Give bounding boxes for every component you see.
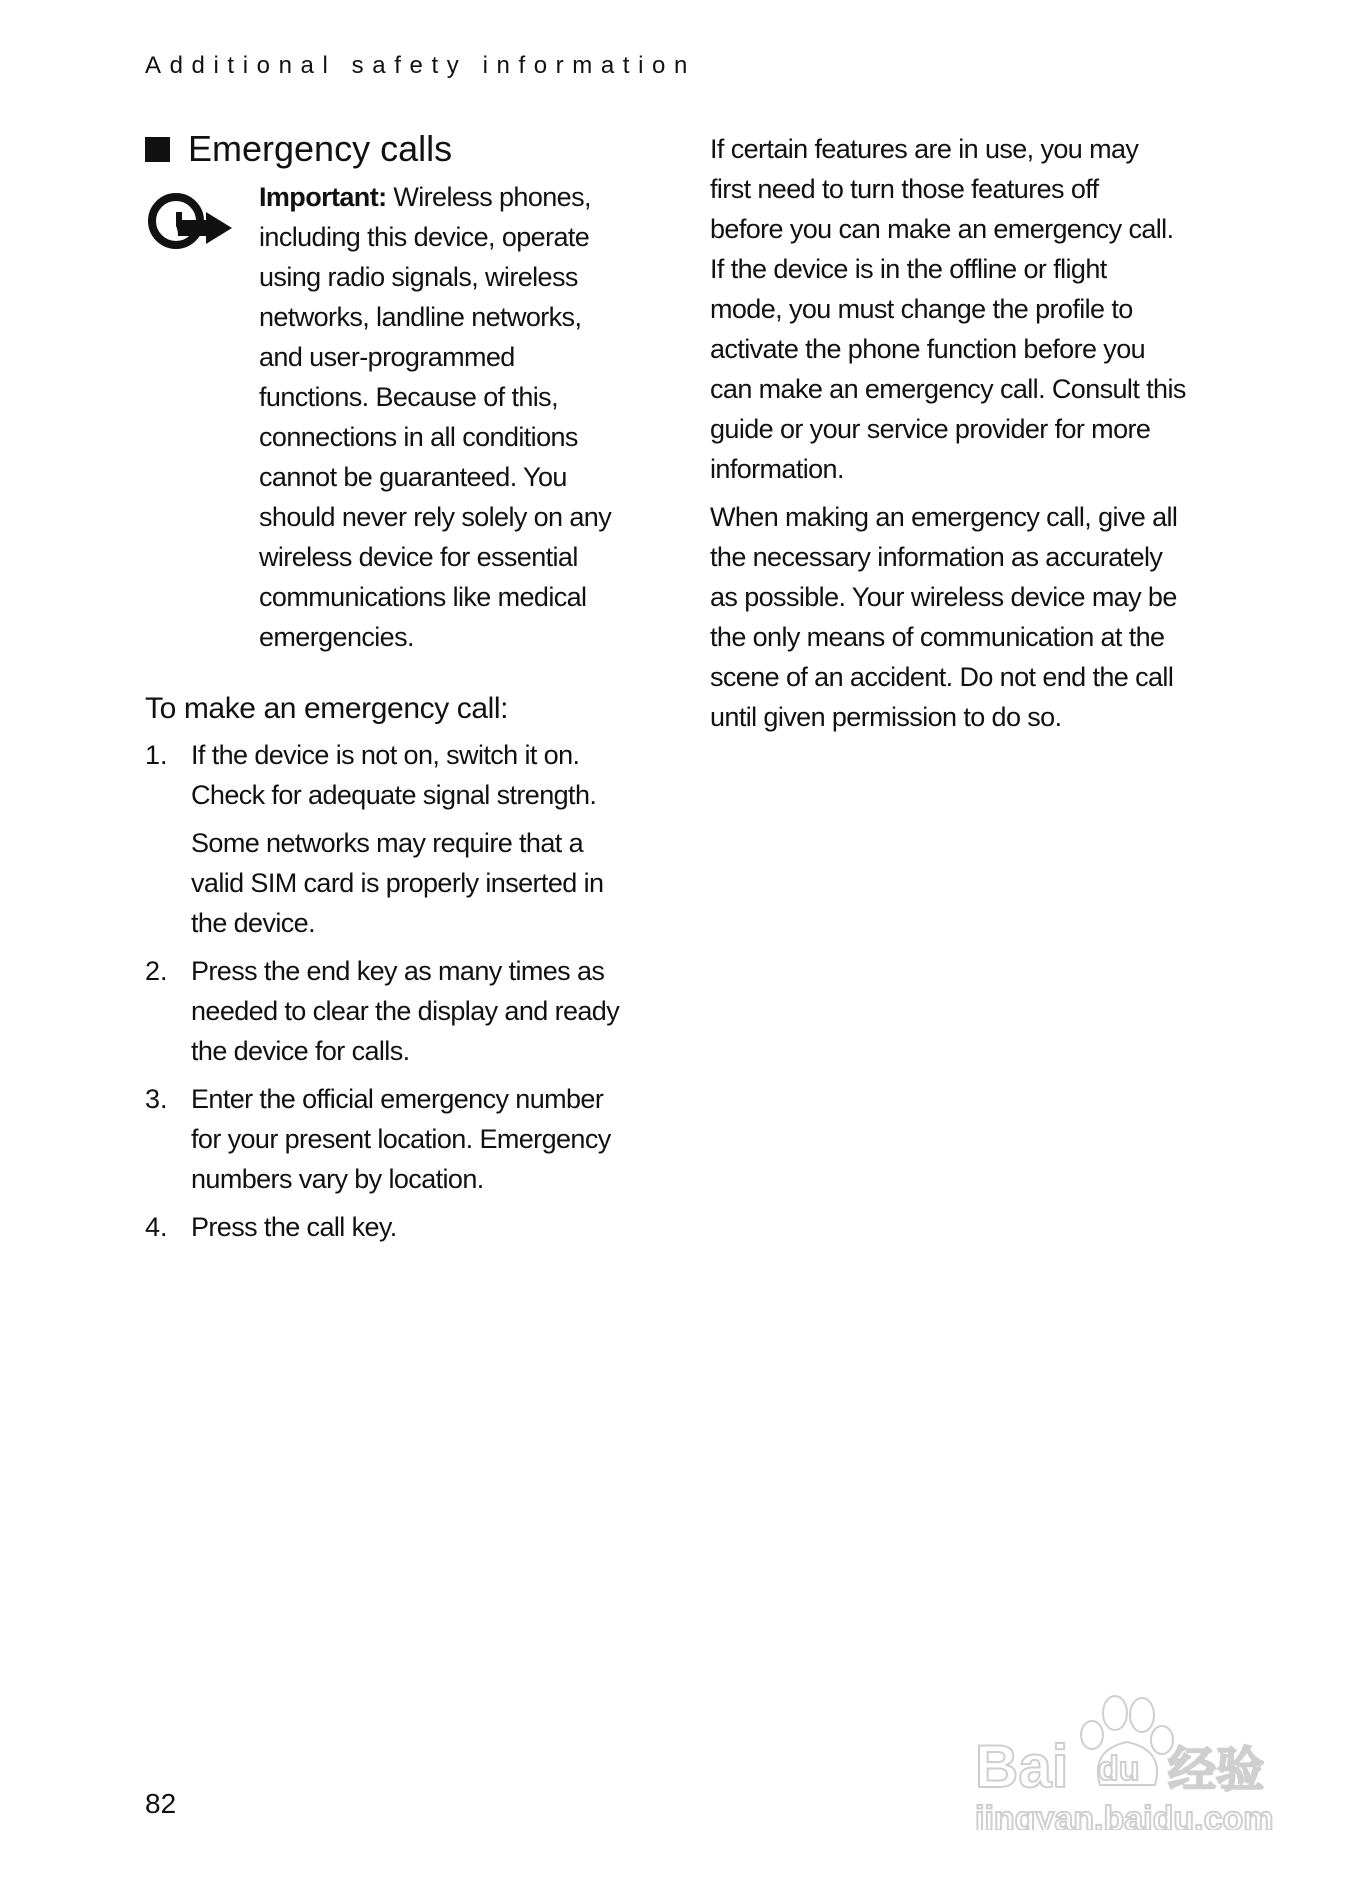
paragraph-line: activate the phone function before you	[710, 334, 1146, 364]
baidu-watermark	[970, 1680, 1290, 1835]
section-title	[145, 128, 452, 170]
paragraph-line: information.	[710, 454, 844, 484]
svg-text:经验: 经验	[1168, 1744, 1265, 1797]
paragraph-gap	[191, 815, 603, 823]
paragraph-line: If the device is in the offline or flight	[710, 254, 1107, 284]
step-line: Press the end key as many times as	[191, 956, 605, 986]
step-gap	[145, 1199, 619, 1207]
svg-text:Bai: Bai	[975, 1733, 1069, 1800]
paragraph-line: guide or your service provider for more	[710, 414, 1151, 444]
paragraph-line: mode, you must change the profile to	[710, 294, 1133, 324]
page-number: 82	[145, 1788, 177, 1819]
paragraph-line: until given permission to do so.	[710, 702, 1062, 732]
step-body	[191, 735, 603, 943]
important-line: wireless device for essential	[259, 542, 578, 572]
step-body	[191, 1079, 611, 1199]
important-line: communications like medical	[259, 582, 587, 612]
step-line: the device.	[191, 908, 315, 938]
important-line: should never rely solely on any	[259, 502, 612, 532]
important-icon	[148, 190, 234, 257]
step-number: 4.	[145, 1212, 168, 1242]
subheading: To make an emergency call:	[145, 692, 509, 725]
paragraph-line: before you can make an emergency call.	[710, 214, 1174, 244]
paragraph-line: as possible. Your wireless device may be	[710, 582, 1177, 612]
step-body	[191, 1207, 397, 1247]
step-line: Enter the official emergency number	[191, 1084, 604, 1114]
important-line: networks, landline networks,	[259, 302, 582, 332]
step-line: If the device is not on, switch it on.	[191, 740, 580, 770]
step-item	[145, 1207, 619, 1247]
step-number: 2.	[145, 956, 168, 986]
step-line: for your present location. Emergency	[191, 1124, 611, 1154]
paragraph-line: If certain features are in use, you may	[710, 134, 1139, 164]
paragraph-line: the necessary information as accurately	[710, 542, 1163, 572]
step-item	[145, 1079, 619, 1199]
step-line: the device for calls.	[191, 1036, 410, 1066]
paragraph-line: first need to turn those features off	[710, 174, 1099, 204]
step-line: needed to clear the display and ready	[191, 996, 620, 1026]
step-gap	[145, 943, 619, 951]
important-line: functions. Because of this,	[259, 382, 558, 412]
important-line: using radio signals, wireless	[259, 262, 578, 292]
paragraph-gap	[710, 489, 1186, 497]
svg-text:du: du	[1098, 1750, 1140, 1788]
step-line: numbers vary by location.	[191, 1164, 484, 1194]
step-number: 3.	[145, 1084, 168, 1114]
step-body	[191, 951, 619, 1071]
important-label: Important:	[259, 182, 387, 212]
important-line: Important: Wireless phones,	[259, 182, 591, 212]
important-note	[259, 177, 611, 657]
right-column	[710, 129, 1186, 737]
important-line: emergencies.	[259, 622, 414, 652]
paragraph-line: When making an emergency call, give all	[710, 502, 1178, 532]
paragraph-line: can make an emergency call. Consult this	[710, 374, 1186, 404]
step-line: Some networks may require that a	[191, 828, 583, 858]
running-head: Additional safety information	[145, 52, 696, 79]
important-line: cannot be guaranteed. You	[259, 462, 567, 492]
paragraph-line: scene of an accident. Do not end the call	[710, 662, 1174, 692]
svg-text:jingyan.baidu.com: jingyan.baidu.com	[975, 1800, 1274, 1830]
section-bullet-icon	[145, 137, 170, 162]
important-line: and user-programmed	[259, 342, 515, 372]
section-title-text: Emergency calls	[188, 128, 453, 169]
step-gap	[145, 1071, 619, 1079]
paragraph-line: the only means of communication at the	[710, 622, 1165, 652]
important-line: connections in all conditions	[259, 422, 578, 452]
step-line: Check for adequate signal strength.	[191, 780, 597, 810]
important-line: including this device, operate	[259, 222, 590, 252]
step-item	[145, 735, 619, 943]
step-number: 1.	[145, 740, 168, 770]
step-line: Press the call key.	[191, 1212, 397, 1242]
step-line: valid SIM card is properly inserted in	[191, 868, 604, 898]
step-item	[145, 951, 619, 1071]
steps-list	[145, 735, 619, 1247]
